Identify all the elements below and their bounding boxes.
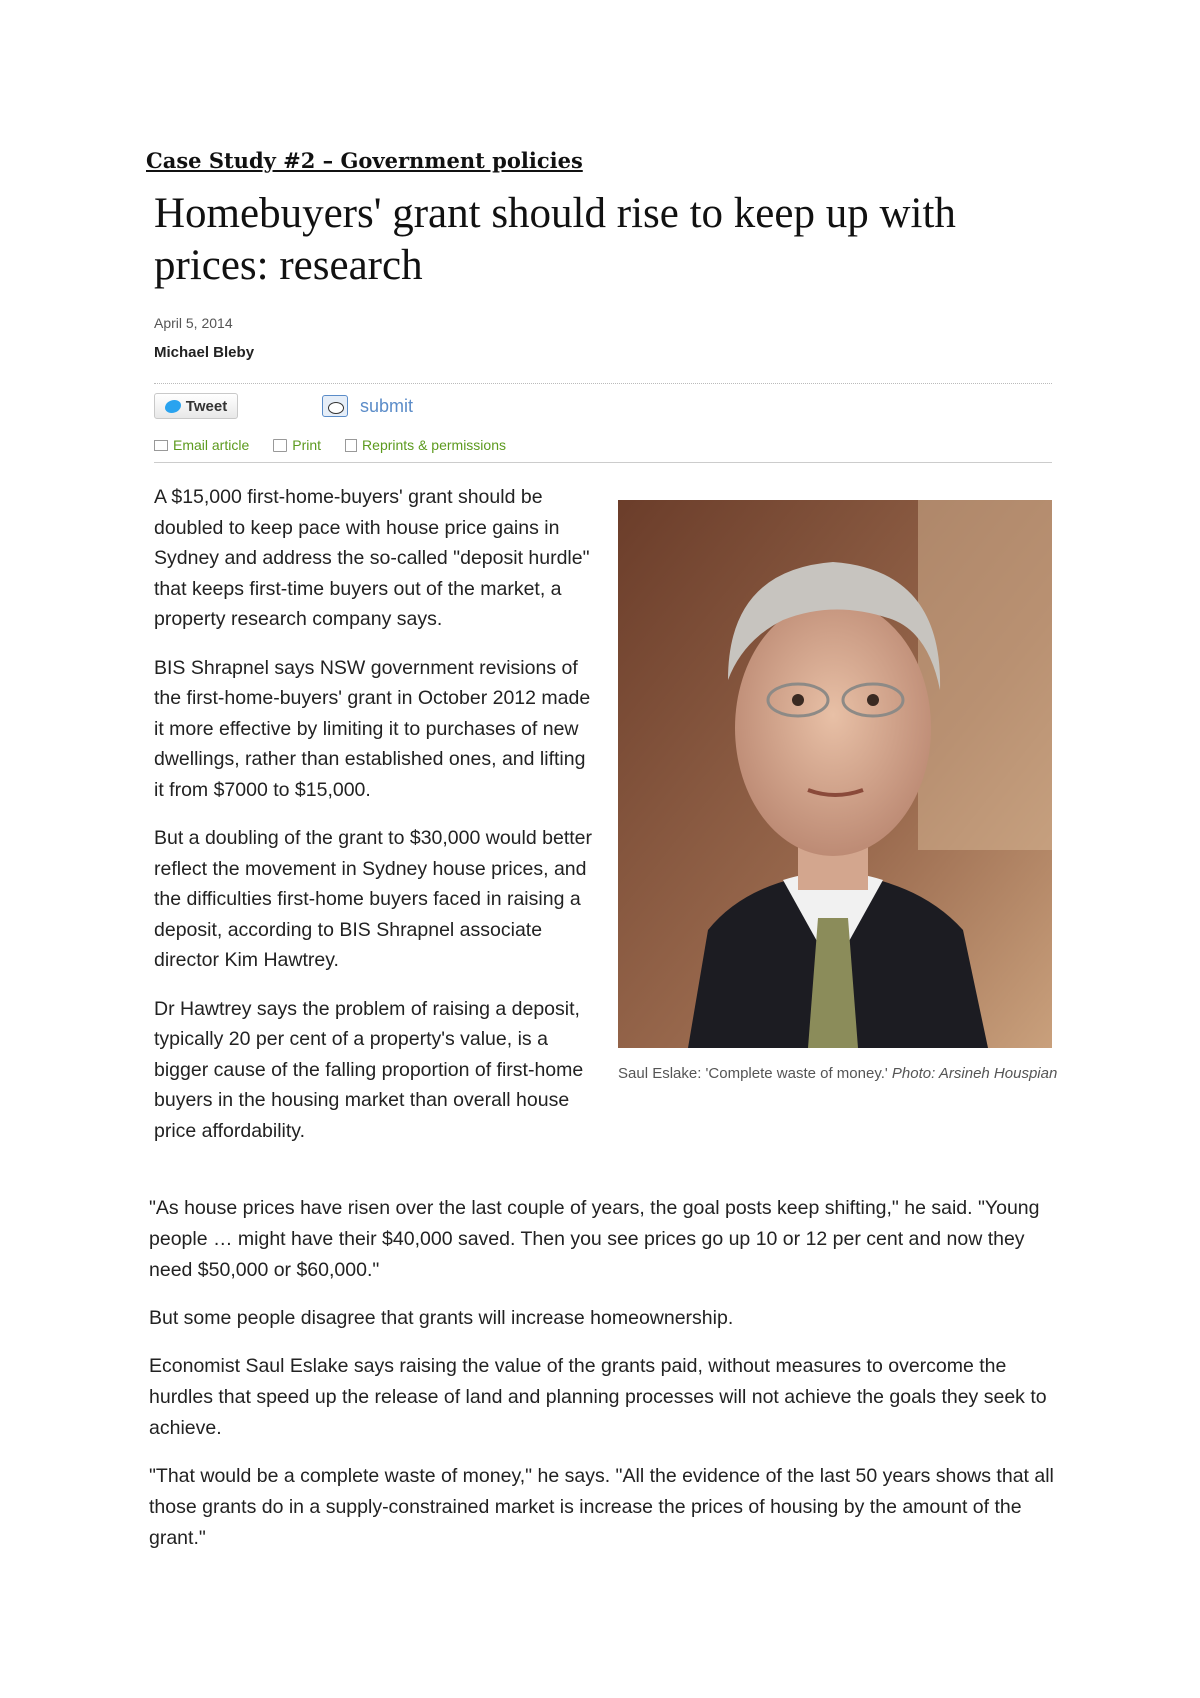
reddit-submit-button[interactable] bbox=[322, 393, 413, 419]
paragraph: Economist Saul Eslake says raising the value of the grants paid, without measures to overcome the hurdles that speed up the release of land and planning processes will not achieve the goals they seek to achieve. bbox=[149, 1355, 1047, 1439]
reprints-link[interactable] bbox=[345, 437, 506, 453]
article-actions bbox=[154, 437, 530, 453]
tweet-button[interactable] bbox=[154, 393, 238, 419]
print-link[interactable] bbox=[273, 437, 321, 453]
paragraph: BIS Shrapnel says NSW government revisions of the first-home-buyers' grant in October 2012 made it more effective by limiting it to purchases of new dwellings, rather than established ones, and lifting it from $7000 to $15,000. bbox=[154, 656, 591, 801]
email-article-label: Email article bbox=[173, 437, 250, 453]
photo-credit: Photo: Arsineh Houspian bbox=[891, 1065, 1058, 1082]
paragraph: But some people disagree that grants will increase homeownership. bbox=[149, 1307, 734, 1329]
submit-label: submit bbox=[360, 395, 414, 416]
twitter-bird-icon bbox=[165, 400, 181, 413]
paragraph: But a doubling of the grant to $30,000 would better reflect the movement in Sydney house prices, and the difficulties first-home buyers faced in raising a deposit, according to BIS Shrapnel associate director Kim Hawtrey. bbox=[154, 827, 592, 971]
divider-top bbox=[154, 383, 1052, 384]
caption-text: Saul Eslake: 'Complete waste of money.' bbox=[618, 1065, 888, 1082]
article-body-full bbox=[149, 1193, 1059, 1571]
printer-icon bbox=[273, 439, 287, 452]
paragraph: A $15,000 first-home-buyers' grant should be doubled to keep pace with house price gains in Sydney and address the so-called "deposit hurdle" that keeps first-time buyers out of the market, a property research company says. bbox=[154, 486, 590, 630]
divider-bottom bbox=[154, 462, 1052, 463]
tweet-label: Tweet bbox=[185, 397, 228, 415]
reddit-alien-icon bbox=[322, 395, 348, 417]
case-study-title: Case Study #2 – Government policies bbox=[146, 148, 583, 173]
email-article-link[interactable] bbox=[154, 437, 249, 453]
article-date: April 5, 2014 bbox=[154, 315, 233, 331]
reprints-label: Reprints & permissions bbox=[362, 437, 506, 453]
envelope-icon bbox=[154, 440, 168, 451]
document-lock-icon bbox=[345, 439, 357, 452]
article-author[interactable]: Michael Bleby bbox=[154, 344, 255, 361]
photo-caption bbox=[618, 1062, 1058, 1085]
print-label: Print bbox=[292, 437, 322, 453]
paragraph: Dr Hawtrey says the problem of raising a deposit, typically 20 per cent of a property's value, is a bigger cause of the falling proportion of first-home buyers in the housing market than overall house price affordability. bbox=[154, 997, 584, 1142]
article-column-text bbox=[154, 482, 594, 1164]
paragraph: "As house prices have risen over the last couple of years, the goal posts keep shifting," he said. "Young people … might have their $40,000 saved. Then you see prices go up 10 or 12 per cent and now they need $50,000 or $60,000." bbox=[149, 1197, 1040, 1281]
portrait-photo bbox=[618, 500, 1052, 1048]
article-headline: Homebuyers' grant should rise to keep up with prices: research bbox=[154, 190, 956, 289]
paragraph: "That would be a complete waste of money," he says. "All the evidence of the last 50 years shows that all those grants do in a supply-constrained market is increase the prices of housing by the amount of the grant." bbox=[149, 1465, 1054, 1549]
